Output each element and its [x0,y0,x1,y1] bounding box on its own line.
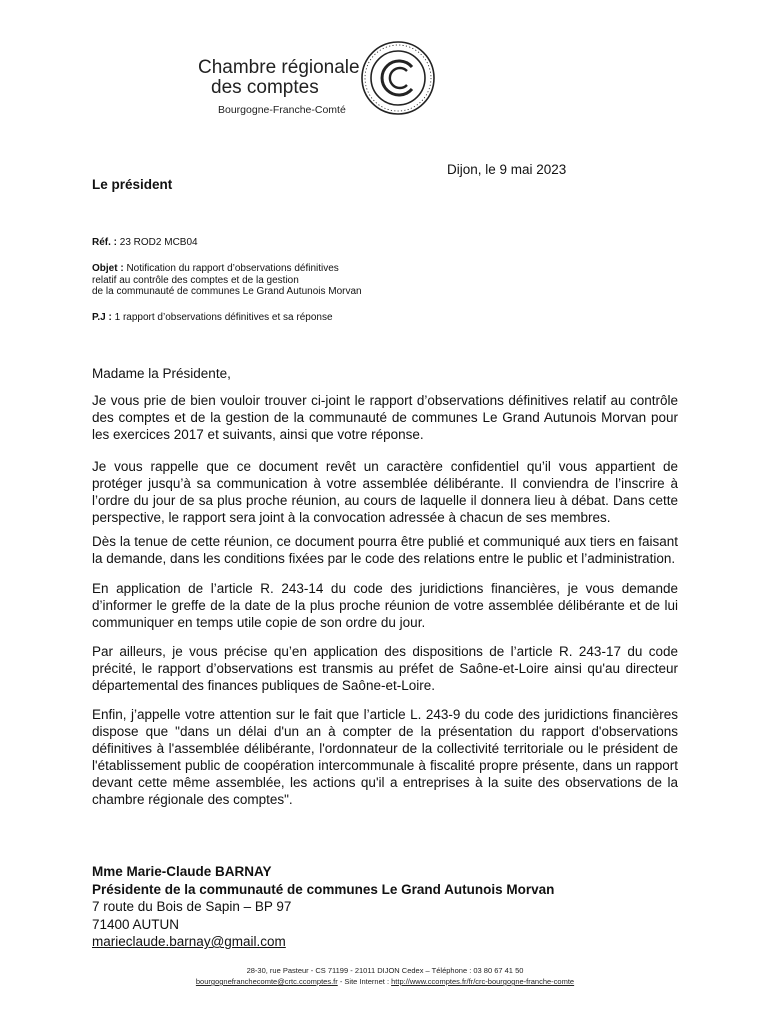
footer [0,965,770,987]
attachment-line [92,312,333,324]
attachment-label: P.J : [92,312,112,323]
recipient-address2: 71400 AUTUN [92,916,180,932]
object-label: Objet : [92,263,124,274]
object-line1: Notification du rapport d’observations définitives [126,263,339,274]
recipient-address1: 7 route du Bois de Sapin – BP 97 [92,899,292,914]
paragraph-1: Je vous prie de bien vouloir trouver ci-joint le rapport d’observations définitives relatif au contrôle des comptes et de la gestion de la communauté de communes Le Grand Autunois Morvan pour les exercices 2017 et suivants, ainsi que votre réponse. [92,393,678,442]
paragraph-2: Je vous rappelle que ce document revêt un caractère confidentiel qu’il vous appartient de protéger jusqu’à sa communication à votre assemblée délibérante. Il conviendra de l’inscrire à l’ordre du jour de sa plus proche réunion, au cours de laquelle il donnera lieu à débat. Dans cette perspective, le rapport sera joint à la convocation adressée à chacun de ses membres. [92,459,678,525]
org-name-line2: des comptes [211,77,319,98]
footer-contact-line [0,976,770,987]
footer-site-link[interactable]: http://www.ccomptes.fr/fr/crc-bourgogne-franche-comte [391,977,575,986]
reference-line [92,237,198,249]
object-line2: relatif au contrôle des comptes et de la gestion [92,274,299,286]
salutation: Madame la Présidente, [92,366,231,381]
sender-title: Le président [92,177,173,192]
footer-address: 28-30, rue Pasteur - CS 71199 - 21011 DIJON Cedex – Téléphone : 03 80 67 41 50 [246,966,524,975]
footer-site-label: - Site Internet : [337,977,392,986]
paragraph-4: En application de l’article R. 243-14 du code des juridictions financières, je vous demande d’informer le greffe de la date de la plus proche réunion de votre assemblée délibérante et de lui communiquer en temps utile copie de son ordre du jour. [92,581,678,630]
recipient-title: Présidente de la communauté de communes Le Grand Autunois Morvan [92,881,555,897]
crc-seal-icon [360,40,436,116]
reference-value: 23 ROD2 MCB04 [119,237,198,248]
recipient-email-link[interactable]: marieclaude.barnay@gmail.com [92,934,286,949]
object-line3: de la communauté de communes Le Grand Autunois Morvan [92,286,362,297]
attachment-value: 1 rapport d’observations définitives et sa réponse [114,312,333,323]
paragraph-5: Par ailleurs, je vous précise qu’en application des dispositions de l’article R. 243-17 du code précité, le rapport d’observations est transmis au préfet de Saône-et-Loire ainsi qu'au directeur départemental des finances publiques de Saône-et-Loire. [92,644,678,693]
org-name-line1: Chambre régionale [198,57,360,78]
footer-email-link[interactable]: bourgognefranchecomte@crtc.ccomptes.fr [195,977,338,986]
reference-label: Réf. : [92,237,117,248]
object-block [92,263,362,298]
paragraph-3: Dès la tenue de cette réunion, ce document pourra être publié et communiqué aux tiers en faisant la demande, dans les conditions fixées par le code des relations entre le public et l’administration. [92,534,678,566]
recipient-block [92,863,554,951]
recipient-name: Mme Marie-Claude BARNAY [92,864,272,879]
letter-date: Dijon, le 9 mai 2023 [447,162,567,177]
paragraph-6: Enfin, j’appelle votre attention sur le fait que l’article L. 243-9 du code des juridictions financières dispose que "dans un délai d'un an à compter de la présentation du rapport d'observations définitives à l'assemblée délibérante, l'ordonnateur de la collectivité territoriale ou le président de l'établissement public de coopération intercommunale à fiscalité propre présente, dans un rapport devant cette même assemblée, les actions qu'il a entreprises à la suite des observations de la chambre régionale des comptes". [92,707,678,807]
org-logo-text [198,58,360,116]
org-region: Bourgogne-Franche-Comté [218,104,346,116]
